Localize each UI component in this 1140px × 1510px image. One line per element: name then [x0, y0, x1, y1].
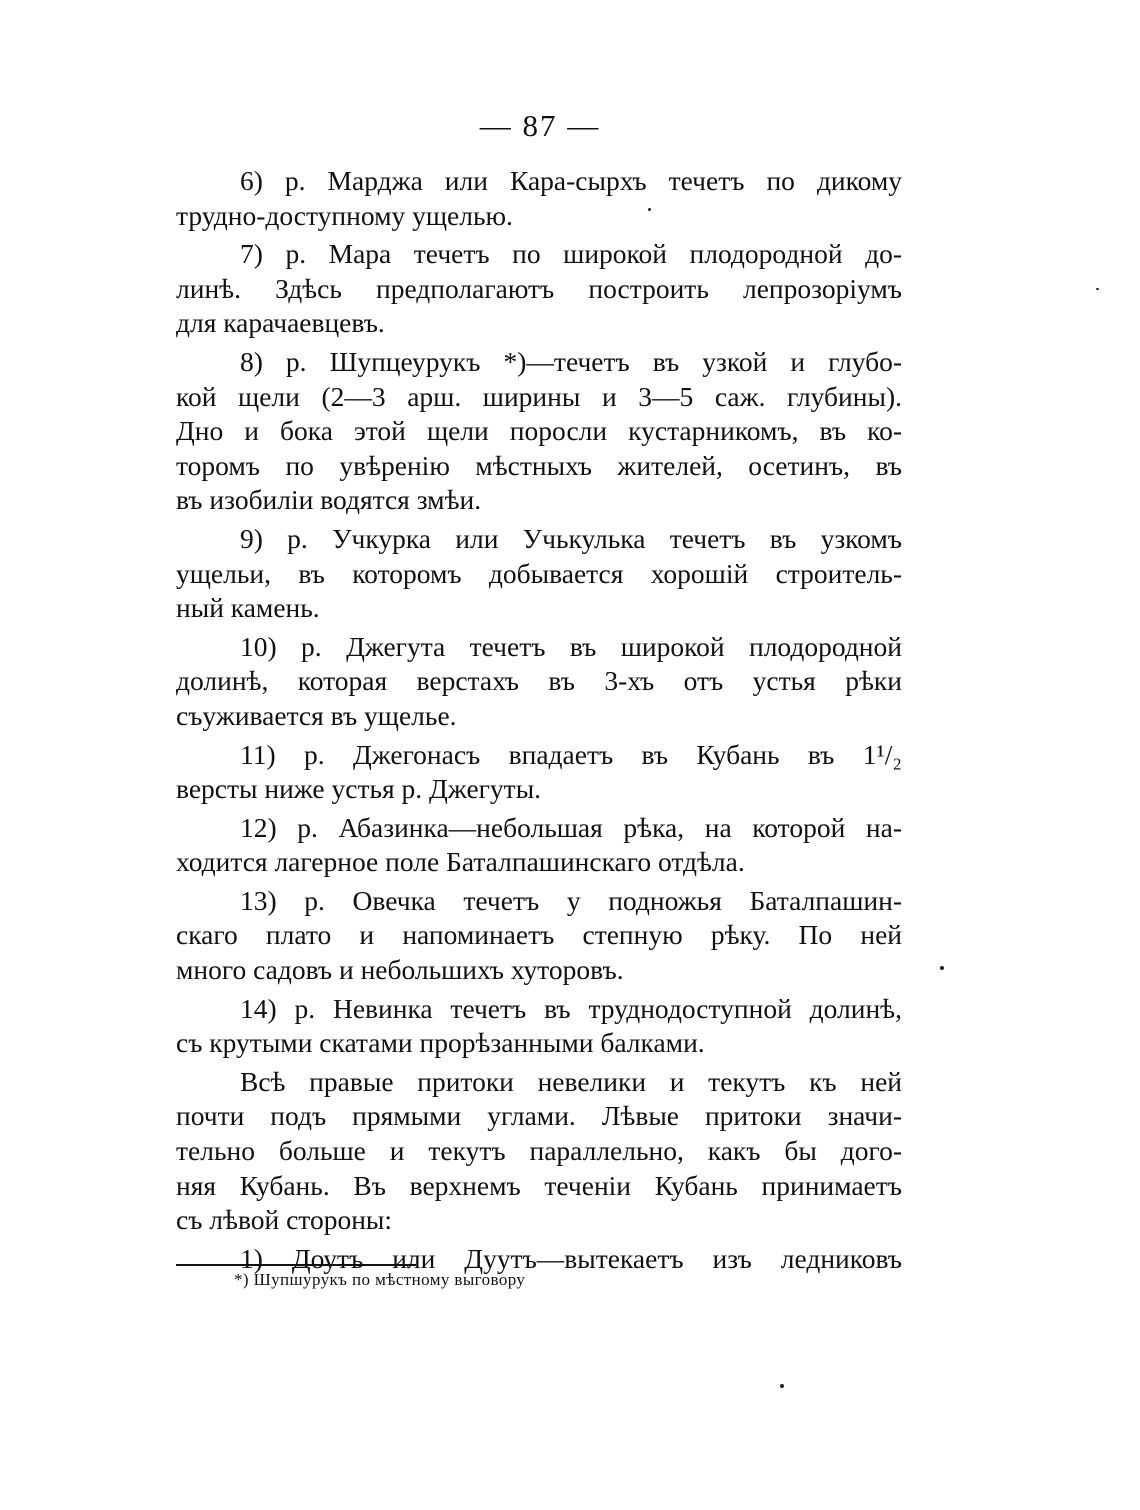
text-line: для карачаевцевъ.: [176, 307, 385, 339]
paragraph-marja: [176, 164, 902, 233]
text-line: Всѣ правые притоки невелики и текутъ къ ней: [240, 1065, 902, 1097]
text-line: почти подъ прямыми углами. Лѣвые притоки значи-: [176, 1100, 902, 1132]
text-line: скаго плато и напоминаетъ степную рѣку. По ней: [176, 919, 902, 951]
paragraph-abazinka: [176, 811, 902, 880]
footnote: *) Шупшурукъ по мѣстному выговору: [234, 1270, 526, 1289]
text-line: много садовъ и небольшихъ хуторовъ.: [176, 954, 624, 986]
text-line: 11) р. Джегонасъ впадаетъ въ Кубань въ 1¹/₂: [240, 738, 902, 770]
text-line: съуживается въ ущелье.: [176, 699, 457, 731]
paragraph-tributaries: [176, 1065, 902, 1238]
print-speck: [780, 1384, 784, 1388]
text-line: няя Кубань. Въ верхнемъ теченіи Кубань принимаетъ: [176, 1169, 902, 1201]
text-line: 14) р. Невинка течетъ въ труднодоступной долинѣ,: [240, 992, 902, 1024]
paragraph-shuptseuruk: [176, 345, 902, 518]
text-line: съ лѣвой стороны:: [176, 1204, 393, 1236]
page-number: — 87 —: [479, 108, 601, 143]
text-line: 8) р. Шупцеурукъ *)—течетъ въ узкой и глубо-: [240, 345, 902, 377]
text-line: 13) р. Овечка течетъ у подножья Баталпашин-: [240, 884, 902, 916]
body-text: [176, 164, 902, 1280]
text-line: тельно больше и текутъ параллельно, какъ бы дого-: [176, 1135, 902, 1167]
text-line: ный камень.: [176, 592, 320, 624]
paragraph-dzhegonas: [176, 738, 902, 807]
print-speck: [648, 208, 651, 211]
paragraph-mara: [176, 237, 902, 341]
text-line: долинѣ, которая верстахъ въ 3-хъ отъ устья рѣки: [176, 665, 902, 697]
text-line: 6) р. Марджа или Кара-сырхъ течетъ по дикому: [240, 165, 902, 196]
paragraph-uchkurka: [176, 522, 902, 626]
text-line: Дно и бока этой щели поросли кустарникомъ, въ ко-: [176, 415, 902, 447]
paragraph-nevinka: [176, 992, 902, 1061]
text-line: версты ниже устья р. Джегуты.: [176, 773, 542, 805]
text-line: торомъ по увѣренію мѣстныхъ жителей, осетинъ, въ: [176, 449, 902, 481]
text-line: съ крутыми скатами прорѣзанными балками.: [176, 1027, 705, 1059]
print-speck: [1096, 288, 1099, 290]
text-line: ходится лагерное поле Баталпашинскаго отдѣла.: [176, 846, 745, 878]
text-line: кой щели (2—3 арш. ширины и 3—5 саж. глубины).: [176, 380, 902, 412]
text-line: 12) р. Абазинка—небольшая рѣка, на которой на-: [240, 811, 902, 843]
print-speck: [940, 966, 944, 970]
text-line: трудно-доступному ущелью.: [176, 199, 513, 231]
text-line: линѣ. Здѣсь предполагаютъ построить лепрозоріумъ: [176, 272, 902, 304]
text-line: ущельи, въ которомъ добывается хорошій строитель-: [176, 557, 902, 589]
paragraph-dzheguta: [176, 630, 902, 734]
text-line: 7) р. Мара течетъ по широкой плодородной до-: [240, 238, 902, 270]
footnote-divider: [176, 1264, 416, 1266]
text-line: 1) Доутъ или Дуутъ—вытекаетъ изъ ледниковъ: [240, 1242, 902, 1274]
text-line: въ изобиліи водятся змѣи.: [176, 484, 482, 516]
text-line: 10) р. Джегута течетъ въ широкой плодородной: [240, 630, 902, 662]
text-line: 9) р. Учкурка или Учькулька течетъ въ узкомъ: [240, 522, 902, 554]
paragraph-ovechka: [176, 884, 902, 988]
